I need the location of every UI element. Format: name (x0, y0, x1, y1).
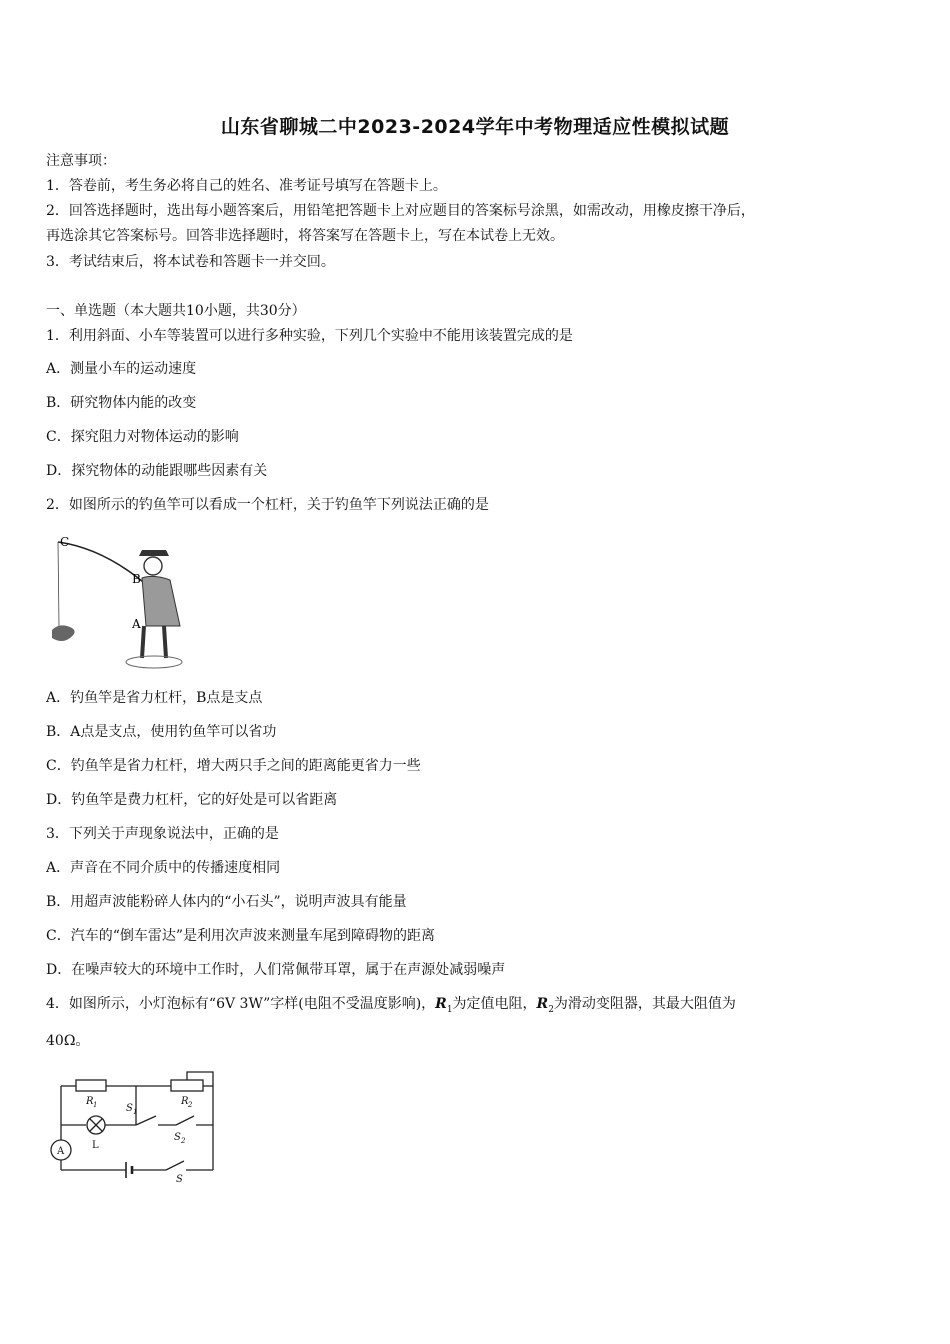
label-s1: S (126, 1103, 133, 1114)
leg-right (164, 626, 166, 658)
q4-stem (46, 995, 736, 1019)
label-r2-sub: 2 (188, 1101, 193, 1109)
q2-option-a: A．钓鱼竿是省力杠杆，B点是支点 (46, 690, 263, 706)
label-r1-sub: 1 (93, 1101, 98, 1109)
q4-r2-sub: 2 (548, 1004, 554, 1015)
notice-item-3: 3．考试结束后，将本试卷和答题卡一并交回。 (46, 254, 335, 270)
label-s2-sub: 2 (181, 1137, 186, 1145)
q3-option-a: A．声音在不同介质中的传播速度相同 (46, 860, 281, 876)
slider-wire (187, 1072, 213, 1086)
q4-stem-part-b: 为定值电阻， (452, 996, 537, 1012)
leg-left (142, 626, 144, 658)
section-heading: 一、单选题（本大题共10小题，共30分） (46, 303, 306, 319)
q3-stem: 3．下列关于声现象说法中，正确的是 (46, 826, 279, 842)
q1-option-d: D．探究物体的动能跟哪些因素有关 (46, 463, 268, 479)
q1-stem: 1．利用斜面、小车等装置可以进行多种实验，下列几个实验中不能用该装置完成的是 (46, 328, 573, 344)
q2-stem: 2．如图所示的钓鱼竿可以看成一个杠杆，关于钓鱼竿下列说法正确的是 (46, 497, 489, 513)
fish-shape (52, 625, 75, 641)
label-b: B (132, 572, 141, 586)
label-r2: R (181, 1096, 189, 1107)
page-title: 山东省聊城二中2023-2024学年中考物理适应性模拟试题 (220, 116, 730, 138)
label-s1-sub: 1 (133, 1108, 138, 1116)
label-s2: S (174, 1132, 181, 1143)
q4-stem-cont: 40Ω。 (46, 1033, 90, 1049)
head-shape (144, 557, 162, 575)
q2-option-c: C．钓鱼竿是省力杠杆，增大两只手之间的距离能更省力一些 (46, 758, 421, 774)
q3-option-b: B．用超声波能粉碎人体内的“小石头”，说明声波具有能量 (46, 894, 407, 910)
q3-option-c: C．汽车的“倒车雷达”是利用次声波来测量车尾到障碍物的距离 (46, 928, 436, 944)
q4-stem-part-c: 为滑动变阻器，其最大阻值为 (553, 996, 736, 1012)
switch-s2 (176, 1116, 194, 1125)
fishing-line (58, 542, 59, 626)
label-l: L (92, 1140, 99, 1151)
switch-s1 (136, 1116, 156, 1125)
q4-r2: R (536, 996, 549, 1012)
q2-option-b: B．A点是支点，使用钓鱼竿可以省功 (46, 724, 277, 740)
q4-stem-part-a: 4．如图所示，小灯泡标有“6V 3W”字样(电阻不受温度影响)， (46, 996, 436, 1012)
hat-shape (139, 550, 169, 556)
q2-option-d: D．钓鱼竿是费力杠杆，它的好处是可以省距离 (46, 792, 338, 808)
body-shape (142, 576, 180, 626)
label-ammeter: A (57, 1146, 65, 1157)
q4-r1-sub: 1 (446, 1004, 453, 1015)
resistor-r1 (76, 1080, 106, 1091)
label-a: A (132, 617, 141, 631)
resistor-r2 (171, 1080, 203, 1091)
fishing-figure (46, 530, 196, 675)
switch-s (166, 1161, 184, 1170)
label-s: S (176, 1174, 183, 1184)
q3-option-d: D．在噪声较大的环境中工作时，人们常佩带耳罩，属于在声源处减弱噪声 (46, 962, 506, 978)
notice-item-2: 2．回答选择题时，选出每小题答案后，用铅笔把答题卡上对应题目的答案标号涂黑，如需改动，用橡皮擦干净后， (46, 203, 755, 219)
notice-item-1: 1．答卷前，考生务必将自己的姓名、准考证号填写在答题卡上。 (46, 178, 447, 194)
q1-option-a: A．测量小车的运动速度 (46, 361, 197, 377)
notice-item-2-cont: 再选涂其它答案标号。回答非选择题时，将答案写在答题卡上，写在本试卷上无效。 (46, 228, 564, 244)
label-c: C (60, 535, 70, 549)
q1-option-b: B．研究物体内能的改变 (46, 395, 197, 411)
circuit-figure (46, 1066, 221, 1184)
q1-option-c: C．探究阻力对物体运动的影响 (46, 429, 239, 445)
notice-heading: 注意事项： (46, 153, 116, 169)
label-r1: R (86, 1096, 94, 1107)
water-ripple (126, 656, 182, 668)
q4-r1: R (435, 996, 447, 1012)
